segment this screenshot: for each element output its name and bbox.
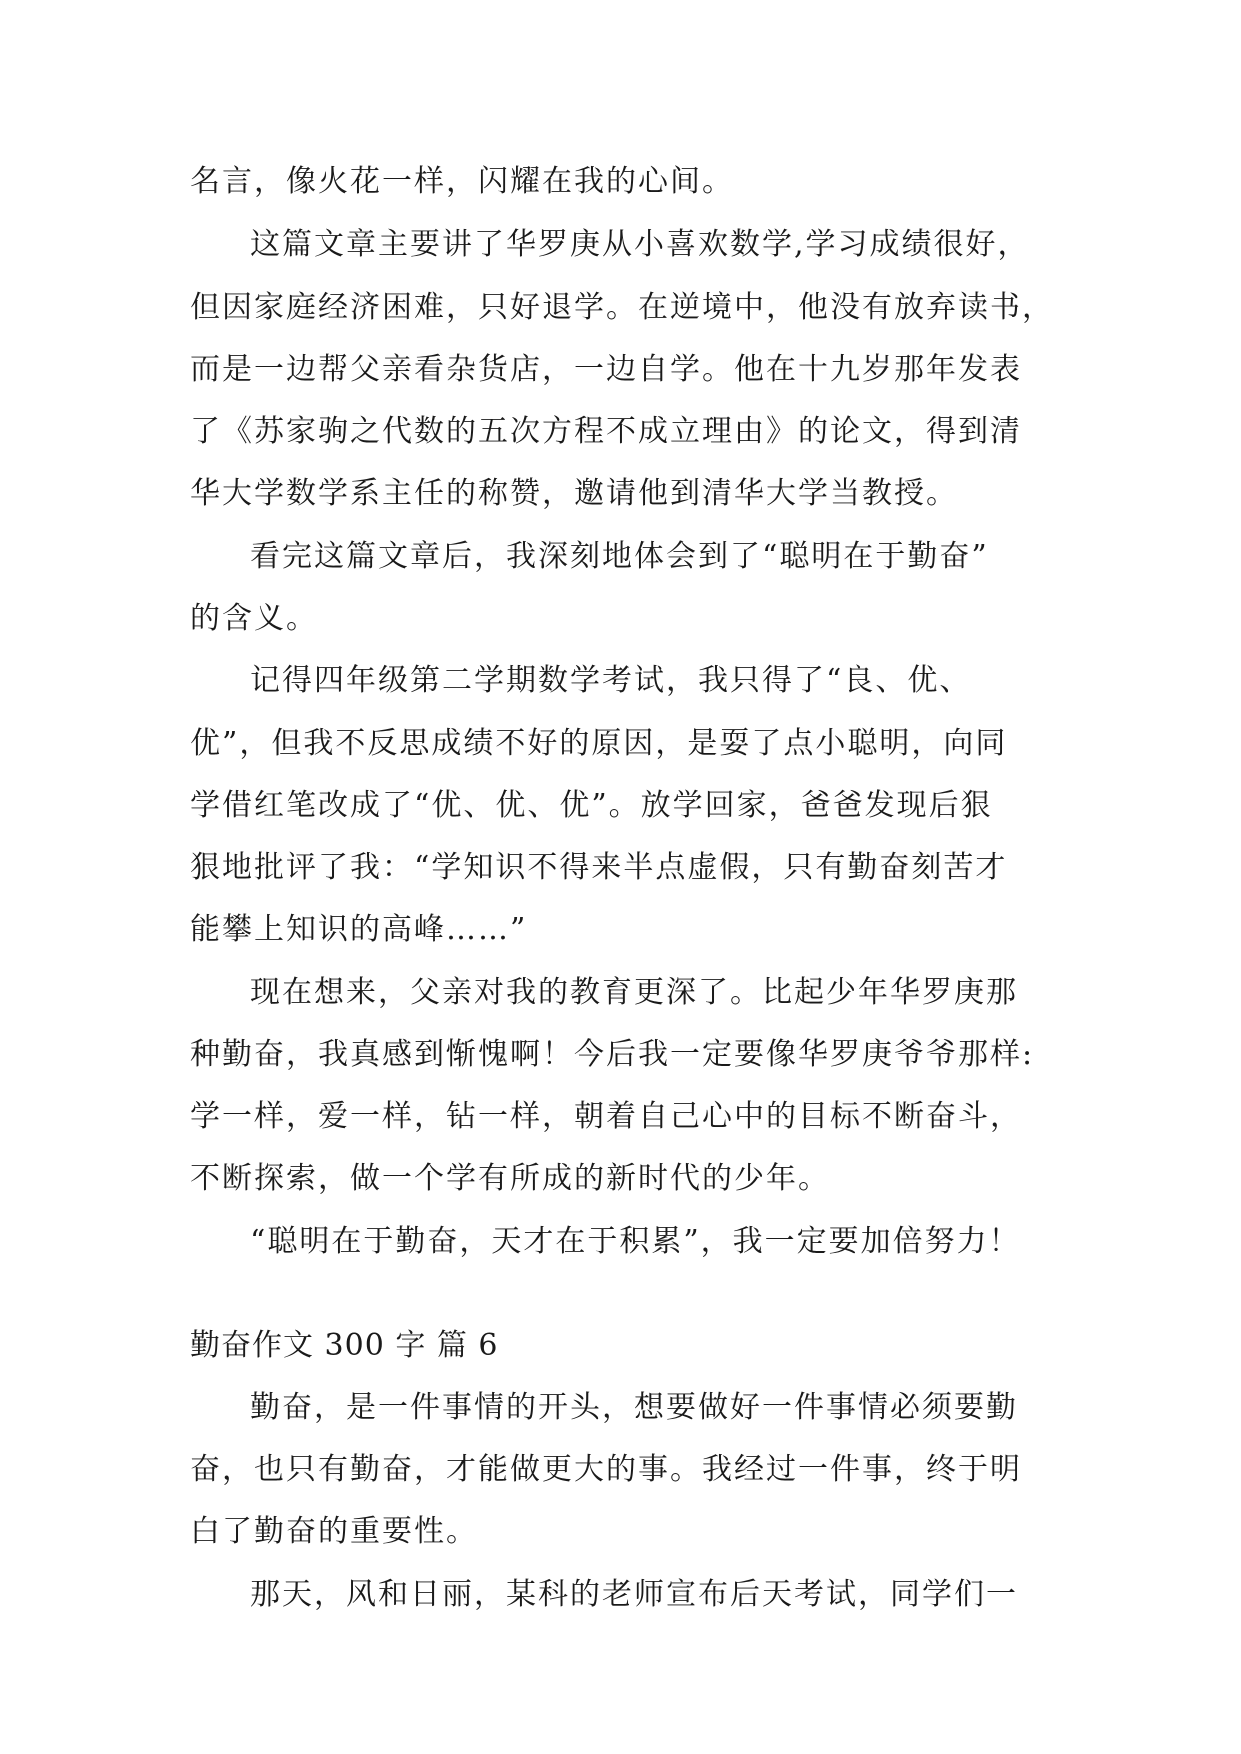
paragraph-line: 看完这篇文章后，我深刻地体会到了“聪明在于勤奋” — [250, 539, 989, 574]
text-line: 白了勤奋的重要性。 — [190, 1514, 478, 1549]
paragraph-line: 现在想来，父亲对我的教育更深了。比起少年华罗庚那 — [250, 975, 1018, 1010]
text-line: 学一样，爱一样，钻一样，朝着自己心中的目标不断奋斗， — [190, 1099, 1022, 1134]
text-line: 了《苏家驹之代数的五次方程不成立理由》的论文，得到清 — [190, 414, 1022, 449]
paragraph-line: 那天，风和日丽，某科的老师宣布后天考试，同学们一 — [250, 1577, 1018, 1612]
paragraph-line: 这篇文章主要讲了华罗庚从小喜欢数学,学习成绩很好， — [250, 227, 1030, 262]
paragraph-line: 勤奋，是一件事情的开头，想要做好一件事情必须要勤 — [250, 1390, 1018, 1425]
section-heading: 勤奋作文 300 字 篇 6 — [190, 1328, 499, 1363]
text-line: 奋，也只有勤奋，才能做更大的事。我经过一件事，终于明 — [190, 1452, 1022, 1487]
text-line: 名言，像火花一样，闪耀在我的心间。 — [190, 164, 734, 199]
text-line: 的含义。 — [190, 601, 318, 636]
text-line: 但因家庭经济困难，只好退学。在逆境中，他没有放弃读书， — [190, 290, 1054, 325]
text-line: 能攀上知识的高峰……” — [190, 912, 528, 947]
text-line: 学借红笔改成了“优、优、优”。放学回家，爸爸发现后狠 — [190, 788, 993, 823]
text-line: 而是一边帮父亲看杂货店，一边自学。他在十九岁那年发表 — [190, 352, 1022, 387]
text-line: 不断探索，做一个学有所成的新时代的少年。 — [190, 1161, 830, 1196]
text-line: 华大学数学系主任的称赞，邀请他到清华大学当教授。 — [190, 476, 958, 511]
paragraph-line: “聪明在于勤奋，天才在于积累”，我一定要加倍努力！ — [250, 1224, 1021, 1259]
text-line: 狠地批评了我：“学知识不得来半点虚假，只有勤奋刻苦才 — [190, 850, 1008, 885]
text-line: 种勤奋，我真感到惭愧啊！今后我一定要像华罗庚爷爷那样: — [190, 1037, 1035, 1072]
text-line: 优”，但我不反思成绩不好的原因，是耍了点小聪明，向同 — [190, 726, 1008, 761]
paragraph-line: 记得四年级第二学期数学考试，我只得了“良、优、 — [250, 663, 972, 698]
